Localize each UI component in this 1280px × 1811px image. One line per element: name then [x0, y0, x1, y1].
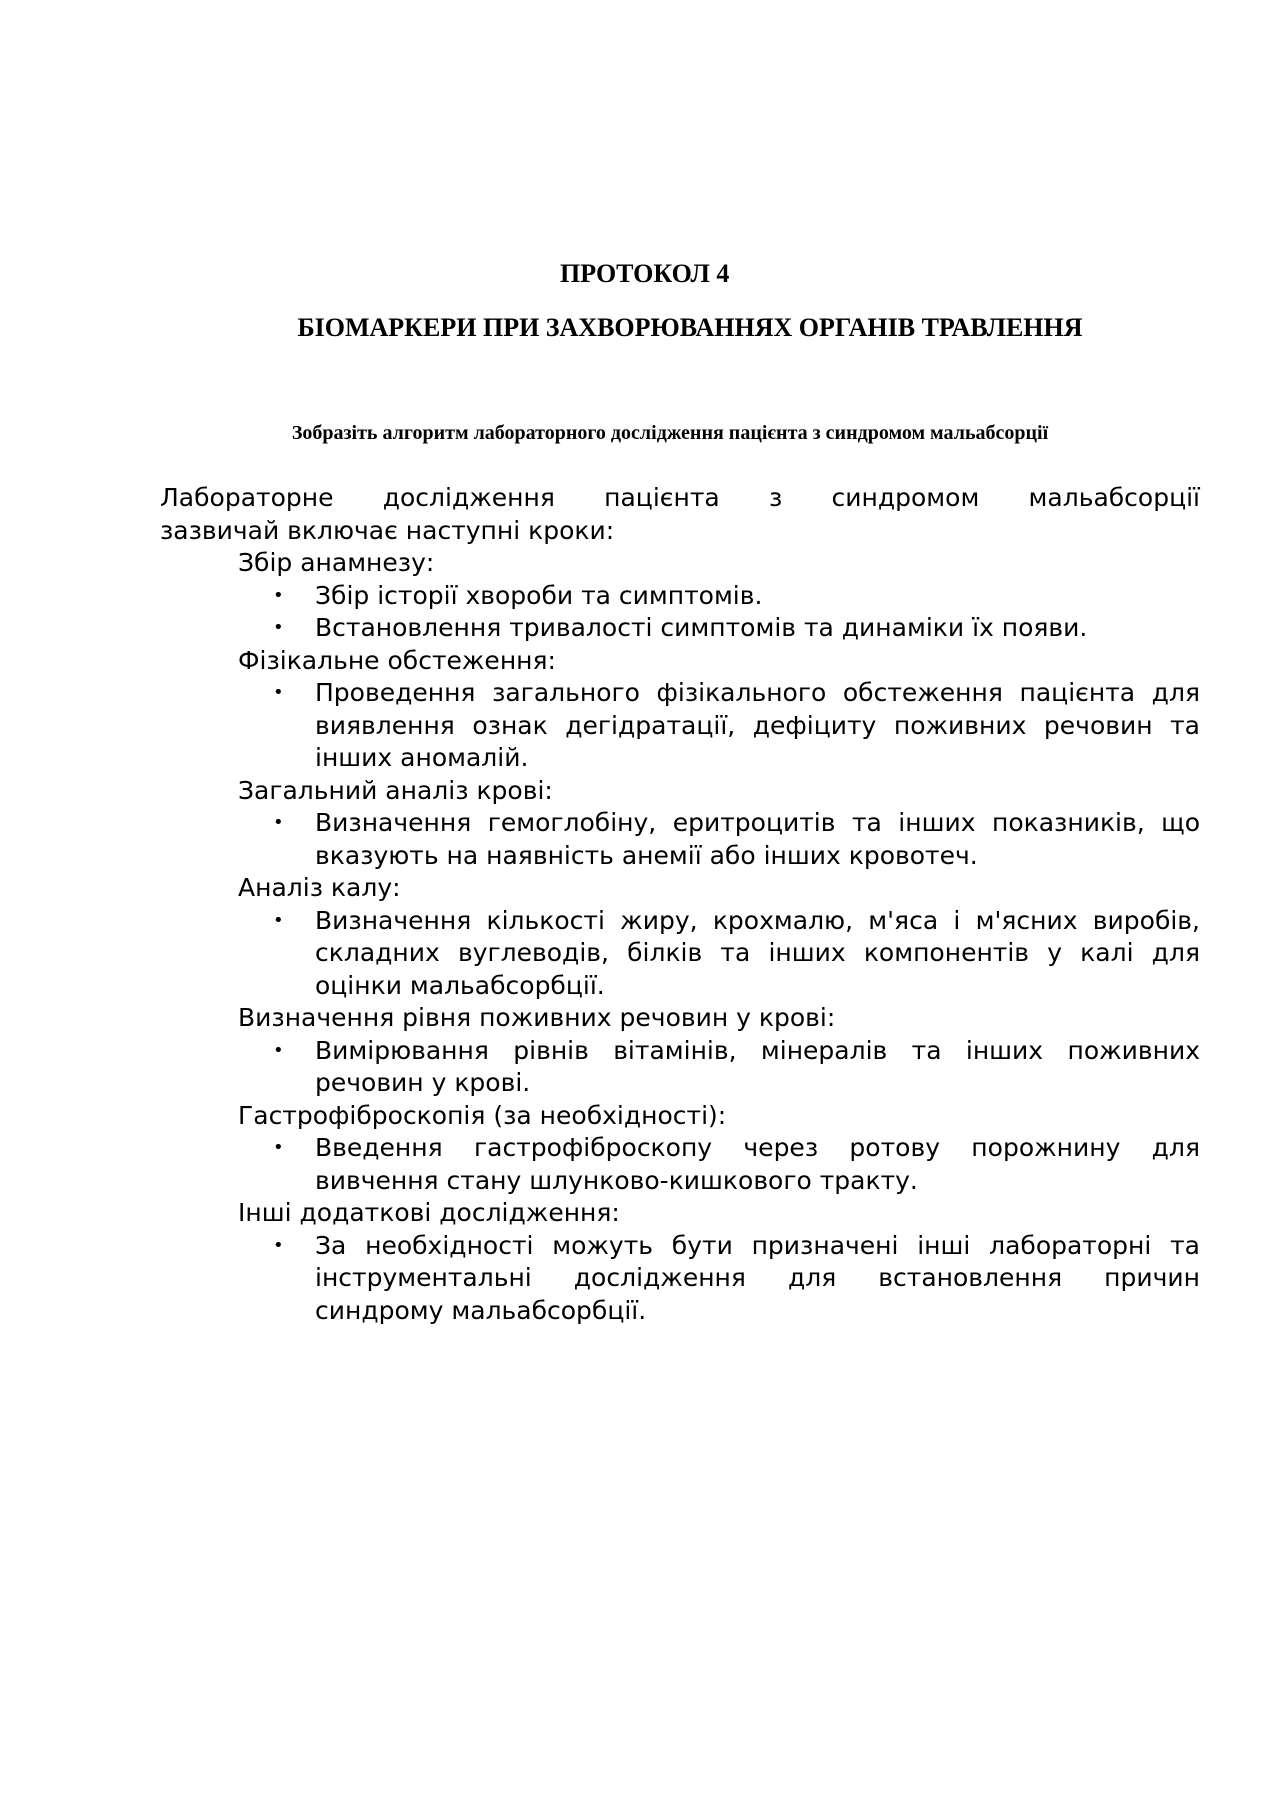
list-item-text: Проведення загального фізікального обстеження пацієнта для виявлення ознак дегідратації, дефіциту поживних речовин та інших аномалій.	[315, 678, 1200, 772]
step-heading: Визначення рівня поживних речовин у крові:	[238, 1003, 836, 1032]
step-list	[160, 677, 1200, 775]
bullet-icon: •	[273, 617, 284, 638]
step-list	[160, 1035, 1200, 1100]
intro-line-2: зазвичай включає наступні кроки:	[160, 515, 615, 545]
step-heading: Інші додаткові дослідження:	[238, 1198, 620, 1227]
list-item	[160, 677, 1200, 775]
step-gastroscopy	[160, 1100, 1200, 1198]
bullet-icon: •	[273, 584, 284, 606]
bullet-icon: •	[273, 909, 284, 931]
step-nutrient-levels	[160, 1002, 1200, 1100]
step-heading: Збір анамнезу:	[238, 548, 435, 577]
list-item	[160, 905, 1200, 1003]
protocol-title: БІОМАРКЕРИ ПРИ ЗАХВОРЮВАННЯХ ОРГАНІВ ТРАВЛЕННЯ	[297, 313, 1083, 342]
step-heading: Загальний аналіз крові:	[238, 775, 553, 805]
list-item-text: Введення гастрофіброскопу через ротову порожнину для вивчення стану шлунково-кишкового тракту.	[315, 1133, 1200, 1195]
list-item	[160, 1132, 1200, 1197]
list-item-text: За необхідності можуть бути призначені інші лабораторні та інструментальні дослідження для встановлення причин синдрому мальабсорбції.	[315, 1230, 1200, 1325]
list-item	[160, 612, 1200, 645]
step-other-tests	[160, 1197, 1200, 1327]
protocol-number: ПРОТОКОЛ 4	[560, 259, 730, 288]
step-stool-test	[160, 872, 1200, 1002]
step-list	[160, 1132, 1200, 1197]
intro-paragraph	[160, 482, 1200, 547]
step-heading: Аналіз калу:	[238, 873, 401, 902]
step-anamnesis	[160, 547, 1200, 645]
list-item-text: Збір історії хвороби та симптомів.	[315, 580, 763, 610]
step-heading: Гастрофіброскопія (за необхідності):	[238, 1100, 727, 1130]
list-item	[160, 807, 1200, 872]
document-body	[160, 482, 1200, 1327]
bullet-icon: •	[273, 1137, 284, 1158]
step-list	[160, 1230, 1200, 1328]
list-item-text: Встановлення тривалості симптомів та динаміки їх появи.	[315, 613, 1088, 642]
step-list	[160, 580, 1200, 645]
step-blood-test	[160, 775, 1200, 873]
task-heading: Зобразіть алгоритм лабораторного дослідження пацієнта з синдромом мальабсорції	[291, 422, 1049, 444]
list-item-text: Визначення гемоглобіну, еритроцитів та інших показників, що вказують на наявність анемії або інших кровотеч.	[315, 808, 1200, 870]
step-list	[160, 807, 1200, 872]
step-physical-exam	[160, 645, 1200, 775]
list-item-text: Вимірювання рівнів вітамінів, мінералів та інших поживних речовин у крові.	[315, 1035, 1200, 1097]
step-heading: Фізікальне обстеження:	[238, 645, 556, 675]
bullet-icon: •	[273, 812, 284, 833]
list-item	[160, 1035, 1200, 1100]
list-item	[160, 580, 1200, 613]
bullet-icon: •	[273, 1039, 284, 1061]
bullet-icon: •	[273, 1234, 284, 1256]
bullet-icon: •	[273, 682, 284, 703]
list-item	[160, 1230, 1200, 1328]
intro-line-1: Лабораторне дослідження пацієнта з синдромом мальабсорції	[160, 483, 1200, 512]
step-list	[160, 905, 1200, 1003]
list-item-text: Визначення кількості жиру, крохмалю, м'яса і м'ясних виробів, складних вуглеводів, білків та інших компонентів у калі для оцінки мальабсорбції.	[315, 905, 1200, 1000]
